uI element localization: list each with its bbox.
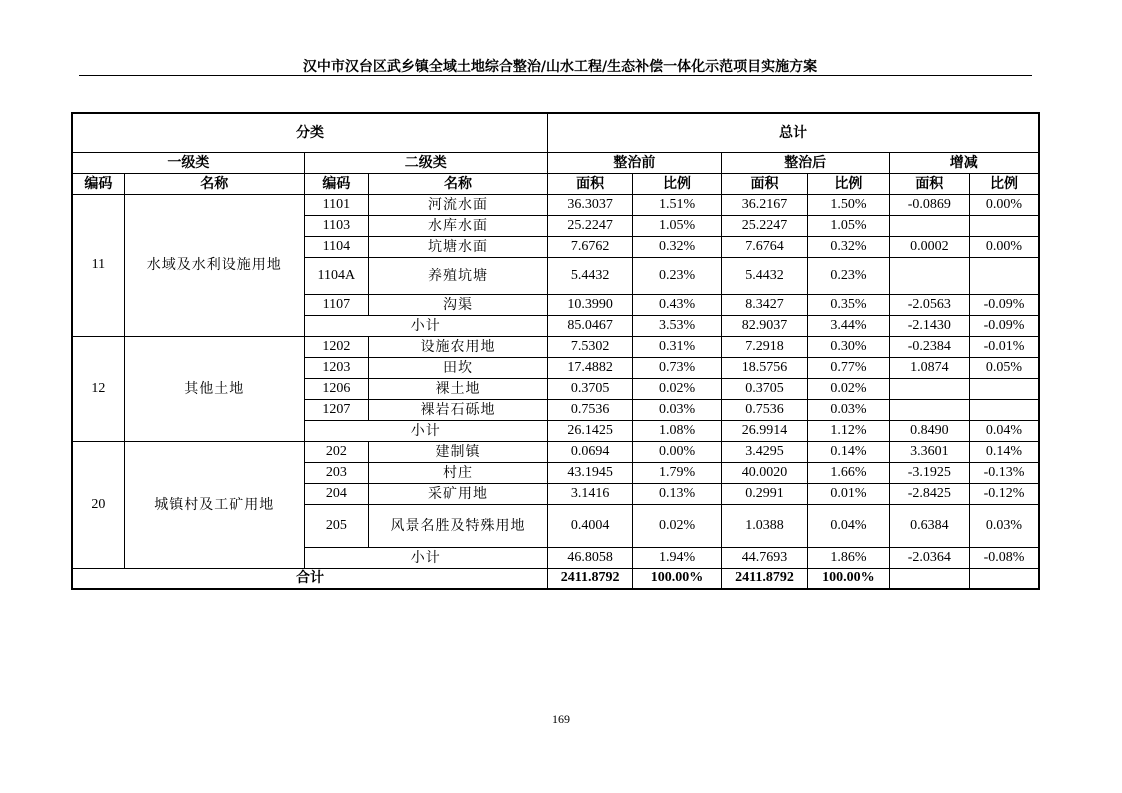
change-ratio: 0.14% <box>970 441 1039 462</box>
before-ratio: 0.02% <box>633 378 721 399</box>
after-area: 7.6764 <box>721 236 807 257</box>
level1-header: 一级类 <box>72 152 304 173</box>
before-area: 0.3705 <box>547 378 632 399</box>
row-name: 风景名胜及特殊用地 <box>369 504 548 547</box>
classification-header: 分类 <box>72 113 547 152</box>
change-ratio: 0.04% <box>970 420 1039 441</box>
header-row-3 <box>72 173 1039 194</box>
before-area: 43.1945 <box>547 462 632 483</box>
after-area: 7.2918 <box>721 336 807 357</box>
after-area: 3.4295 <box>721 441 807 462</box>
before-ratio: 0.02% <box>633 504 721 547</box>
after-area: 36.2167 <box>721 194 807 215</box>
before-ratio: 0.31% <box>633 336 721 357</box>
before-ratio: 1.51% <box>633 194 721 215</box>
after-area: 18.5756 <box>721 357 807 378</box>
before-ratio: 0.03% <box>633 399 721 420</box>
row-name: 裸岩石砾地 <box>369 399 548 420</box>
change-ratio <box>970 378 1039 399</box>
after-header: 整治后 <box>721 152 889 173</box>
after-ratio-header: 比例 <box>808 173 889 194</box>
total-after-ratio: 100.00% <box>808 568 889 589</box>
group-code: 11 <box>72 194 124 336</box>
subtotal-label: 小计 <box>304 315 547 336</box>
after-ratio: 0.30% <box>808 336 889 357</box>
row-name: 裸土地 <box>369 378 548 399</box>
change-ratio: -0.01% <box>970 336 1039 357</box>
total-row <box>72 568 1039 589</box>
table-row <box>72 336 1039 357</box>
row-name: 采矿用地 <box>369 483 548 504</box>
before-area: 26.1425 <box>547 420 632 441</box>
before-ratio-header: 比例 <box>633 173 721 194</box>
change-area: 3.3601 <box>889 441 969 462</box>
before-area: 46.8058 <box>547 547 632 568</box>
total-before-ratio: 100.00% <box>633 568 721 589</box>
row-code: 1103 <box>304 215 368 236</box>
change-area: 0.6384 <box>889 504 969 547</box>
after-ratio: 0.03% <box>808 399 889 420</box>
change-ratio <box>970 215 1039 236</box>
row-name: 村庄 <box>369 462 548 483</box>
change-area: -2.8425 <box>889 483 969 504</box>
group-name: 城镇村及工矿用地 <box>124 441 304 568</box>
total-after-area: 2411.8792 <box>721 568 807 589</box>
before-ratio: 0.73% <box>633 357 721 378</box>
before-ratio: 1.05% <box>633 215 721 236</box>
after-ratio: 0.32% <box>808 236 889 257</box>
before-area: 36.3037 <box>547 194 632 215</box>
row-name: 养殖坑塘 <box>369 257 548 294</box>
change-area <box>889 215 969 236</box>
change-area: -0.2384 <box>889 336 969 357</box>
change-ratio: -0.08% <box>970 547 1039 568</box>
before-ratio: 0.43% <box>633 294 721 315</box>
before-area: 3.1416 <box>547 483 632 504</box>
after-area: 0.3705 <box>721 378 807 399</box>
change-ratio: -0.09% <box>970 294 1039 315</box>
before-ratio: 0.23% <box>633 257 721 294</box>
change-area: 0.8490 <box>889 420 969 441</box>
before-area: 0.0694 <box>547 441 632 462</box>
row-name: 水库水面 <box>369 215 548 236</box>
before-area: 25.2247 <box>547 215 632 236</box>
before-area: 17.4882 <box>547 357 632 378</box>
header-rule <box>79 75 1032 76</box>
change-ratio: 0.03% <box>970 504 1039 547</box>
after-area: 1.0388 <box>721 504 807 547</box>
change-ratio: -0.12% <box>970 483 1039 504</box>
after-ratio: 3.44% <box>808 315 889 336</box>
change-area <box>889 399 969 420</box>
level1-name-header: 名称 <box>124 173 304 194</box>
change-area: -0.0869 <box>889 194 969 215</box>
subtotal-label: 小计 <box>304 547 547 568</box>
change-ratio <box>970 257 1039 294</box>
before-ratio: 0.00% <box>633 441 721 462</box>
after-ratio: 1.05% <box>808 215 889 236</box>
change-ratio: -0.13% <box>970 462 1039 483</box>
table-body <box>72 113 1039 589</box>
group-code: 20 <box>72 441 124 568</box>
row-name: 设施农用地 <box>369 336 548 357</box>
change-header: 增减 <box>889 152 1039 173</box>
before-ratio: 1.08% <box>633 420 721 441</box>
before-area: 0.7536 <box>547 399 632 420</box>
before-ratio: 3.53% <box>633 315 721 336</box>
after-ratio: 0.35% <box>808 294 889 315</box>
change-area: 1.0874 <box>889 357 969 378</box>
group-name: 其他土地 <box>124 336 304 441</box>
group-name: 水域及水利设施用地 <box>124 194 304 336</box>
before-area: 5.4432 <box>547 257 632 294</box>
total-change-ratio <box>970 568 1039 589</box>
before-area: 7.6762 <box>547 236 632 257</box>
after-ratio: 0.23% <box>808 257 889 294</box>
document-header-title: 汉中市汉台区武乡镇全域土地综合整治/山水工程/生态补偿一体化示范项目实施方案 <box>302 59 818 75</box>
after-ratio: 0.02% <box>808 378 889 399</box>
before-area-header: 面积 <box>547 173 632 194</box>
change-ratio: 0.00% <box>970 236 1039 257</box>
change-area: -2.0364 <box>889 547 969 568</box>
after-ratio: 1.50% <box>808 194 889 215</box>
after-ratio: 1.86% <box>808 547 889 568</box>
after-ratio: 0.14% <box>808 441 889 462</box>
change-area <box>889 257 969 294</box>
page-number: 169 <box>552 712 570 726</box>
before-header: 整治前 <box>547 152 721 173</box>
change-ratio: -0.09% <box>970 315 1039 336</box>
row-name: 河流水面 <box>369 194 548 215</box>
change-ratio-header: 比例 <box>970 173 1039 194</box>
after-area-header: 面积 <box>721 173 807 194</box>
total-change-area <box>889 568 969 589</box>
before-area: 10.3990 <box>547 294 632 315</box>
after-ratio: 0.77% <box>808 357 889 378</box>
before-ratio: 1.94% <box>633 547 721 568</box>
after-area: 82.9037 <box>721 315 807 336</box>
change-area: -2.1430 <box>889 315 969 336</box>
change-area-header: 面积 <box>889 173 969 194</box>
table-row <box>72 194 1039 215</box>
row-code: 1104A <box>304 257 368 294</box>
row-code: 204 <box>304 483 368 504</box>
total-label: 合计 <box>72 568 547 589</box>
row-code: 205 <box>304 504 368 547</box>
after-ratio: 1.12% <box>808 420 889 441</box>
row-code: 1107 <box>304 294 368 315</box>
group-code: 12 <box>72 336 124 441</box>
header-row-1 <box>72 113 1039 152</box>
after-ratio: 0.01% <box>808 483 889 504</box>
total-header: 总计 <box>547 113 1039 152</box>
row-name: 沟渠 <box>369 294 548 315</box>
before-ratio: 1.79% <box>633 462 721 483</box>
row-code: 1203 <box>304 357 368 378</box>
after-ratio: 1.66% <box>808 462 889 483</box>
after-area: 0.2991 <box>721 483 807 504</box>
after-area: 0.7536 <box>721 399 807 420</box>
row-code: 1206 <box>304 378 368 399</box>
subtotal-label: 小计 <box>304 420 547 441</box>
after-area: 5.4432 <box>721 257 807 294</box>
row-code: 202 <box>304 441 368 462</box>
after-area: 25.2247 <box>721 215 807 236</box>
row-code: 1104 <box>304 236 368 257</box>
before-ratio: 0.13% <box>633 483 721 504</box>
before-area: 85.0467 <box>547 315 632 336</box>
after-area: 8.3427 <box>721 294 807 315</box>
table-row <box>72 441 1039 462</box>
row-name: 建制镇 <box>369 441 548 462</box>
change-area <box>889 378 969 399</box>
level2-code-header: 编码 <box>304 173 368 194</box>
level2-name-header: 名称 <box>369 173 548 194</box>
level2-header: 二级类 <box>304 152 547 173</box>
change-area: 0.0002 <box>889 236 969 257</box>
change-area: -2.0563 <box>889 294 969 315</box>
level1-code-header: 编码 <box>72 173 124 194</box>
row-code: 1101 <box>304 194 368 215</box>
after-area: 40.0020 <box>721 462 807 483</box>
before-area: 0.4004 <box>547 504 632 547</box>
change-ratio <box>970 399 1039 420</box>
header-row-2 <box>72 152 1039 173</box>
after-ratio: 0.04% <box>808 504 889 547</box>
row-name: 田坎 <box>369 357 548 378</box>
change-area: -3.1925 <box>889 462 969 483</box>
land-use-table <box>71 112 1040 590</box>
row-code: 1202 <box>304 336 368 357</box>
after-area: 44.7693 <box>721 547 807 568</box>
row-name: 坑塘水面 <box>369 236 548 257</box>
after-area: 26.9914 <box>721 420 807 441</box>
before-ratio: 0.32% <box>633 236 721 257</box>
before-area: 7.5302 <box>547 336 632 357</box>
total-before-area: 2411.8792 <box>547 568 632 589</box>
row-code: 203 <box>304 462 368 483</box>
change-ratio: 0.00% <box>970 194 1039 215</box>
row-code: 1207 <box>304 399 368 420</box>
change-ratio: 0.05% <box>970 357 1039 378</box>
